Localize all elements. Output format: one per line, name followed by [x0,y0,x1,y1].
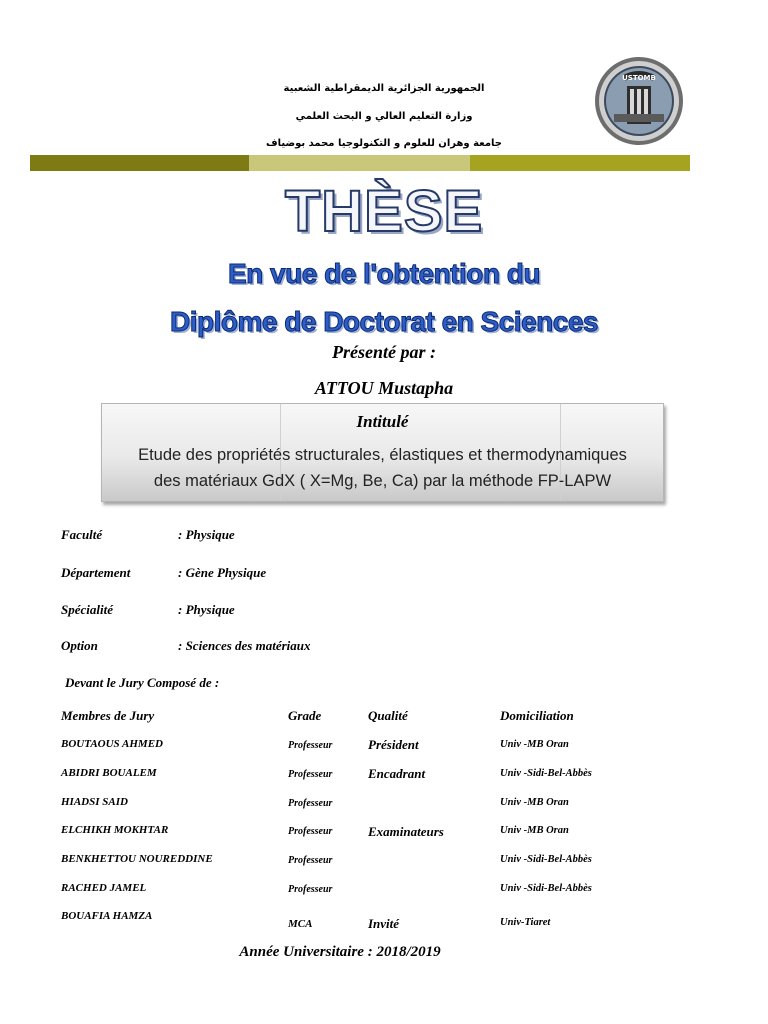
jury-member-domiciliation: Univ-Tiaret [500,917,551,928]
header-bar-mid [470,155,690,171]
jury-member-grade: Professeur [288,798,333,809]
jury-member-domiciliation: Univ -MB Oran [500,825,569,836]
header-bar-dark [30,155,249,171]
university-logo [594,56,684,146]
info-specialty-label: Spécialité [61,602,113,617]
thesis-title-line-1: Etude des propriétés structurales, élastiques et thermodynamiques [138,446,627,464]
jury-member-qualite: Invité [368,916,400,931]
jury-header-grade: Grade [288,708,322,723]
jury-member-domiciliation: Univ -MB Oran [500,739,569,750]
jury-member-name: HIADSI SAID [61,796,128,808]
subtitle-line-2: Diplôme de Doctorat en Sciences [170,306,598,337]
jury-member-name: ABIDRI BOUALEM [61,767,157,779]
info-faculty-value: : Physique [178,527,235,542]
header-arabic-line-3: جامعة وهران للعلوم و التكنولوجيا محمد بوضياف [266,138,502,149]
info-department-label: Département [61,565,131,580]
jury-member-qualite: Président [368,737,419,752]
subtitle-line-1: En vue de l'obtention du [228,258,540,289]
jury-member-domiciliation: Univ -Sidi-Bel-Abbès [500,883,592,894]
info-department-value: : Gène Physique [178,565,267,580]
info-specialty-value: : Physique [178,602,235,617]
jury-member-grade: MCA [288,918,313,930]
jury-member-grade: Professeur [288,826,333,837]
author-name: ATTOU Mustapha [314,378,454,398]
thesis-title-text [102,442,663,494]
info-option-label: Option [61,638,98,653]
info-faculty-label: Faculté [61,527,103,542]
jury-member-grade: Professeur [288,855,333,866]
jury-member-name: BOUTAOUS AHMED [61,738,163,750]
jury-member-name: BOUAFIA HAMZA [61,910,153,922]
logo-text: USTOMB [622,74,656,82]
jury-member-domiciliation: Univ -MB Oran [500,797,569,808]
thesis-title-line-2: des matériaux GdX ( X=Mg, Be, Ca) par la méthode FP-LAPW [153,472,612,490]
info-option-value: : Sciences des matériaux [178,638,311,653]
academic-year: Année Universitaire : 2018/2019 [239,944,441,960]
jury-header-qualite: Qualité [368,708,408,723]
intitule-label: Intitulé [356,412,409,431]
presented-by-label: Présenté par : [332,342,436,362]
thesis-heading: THÈSE [284,179,484,244]
header-arabic-line-2: وزارة التعليم العالي و البحث العلمي [295,111,473,122]
jury-member-domiciliation: Univ -Sidi-Bel-Abbès [500,854,592,865]
jury-member-grade: Professeur [288,884,333,895]
header-bar-light [249,155,470,171]
header-arabic-line-1: الجمهورية الجزائرية الديمقراطية الشعبية [283,83,485,94]
jury-member-name: BENKHETTOU NOUREDDINE [61,853,213,865]
jury-member-grade: Professeur [288,769,333,780]
jury-header-domiciliation: Domiciliation [500,708,574,723]
jury-member-name: RACHED JAMEL [61,882,147,894]
jury-member-qualite: Encadrant [368,766,426,781]
jury-header-members: Membres de Jury [61,708,155,723]
jury-member-domiciliation: Univ -Sidi-Bel-Abbès [500,768,592,779]
jury-member-grade: Professeur [288,740,333,751]
jury-intro: Devant le Jury Composé de : [65,675,220,690]
thesis-title-box [101,403,664,502]
jury-member-qualite: Examinateurs [368,824,444,839]
jury-member-name: ELCHIKH MOKHTAR [61,824,169,836]
